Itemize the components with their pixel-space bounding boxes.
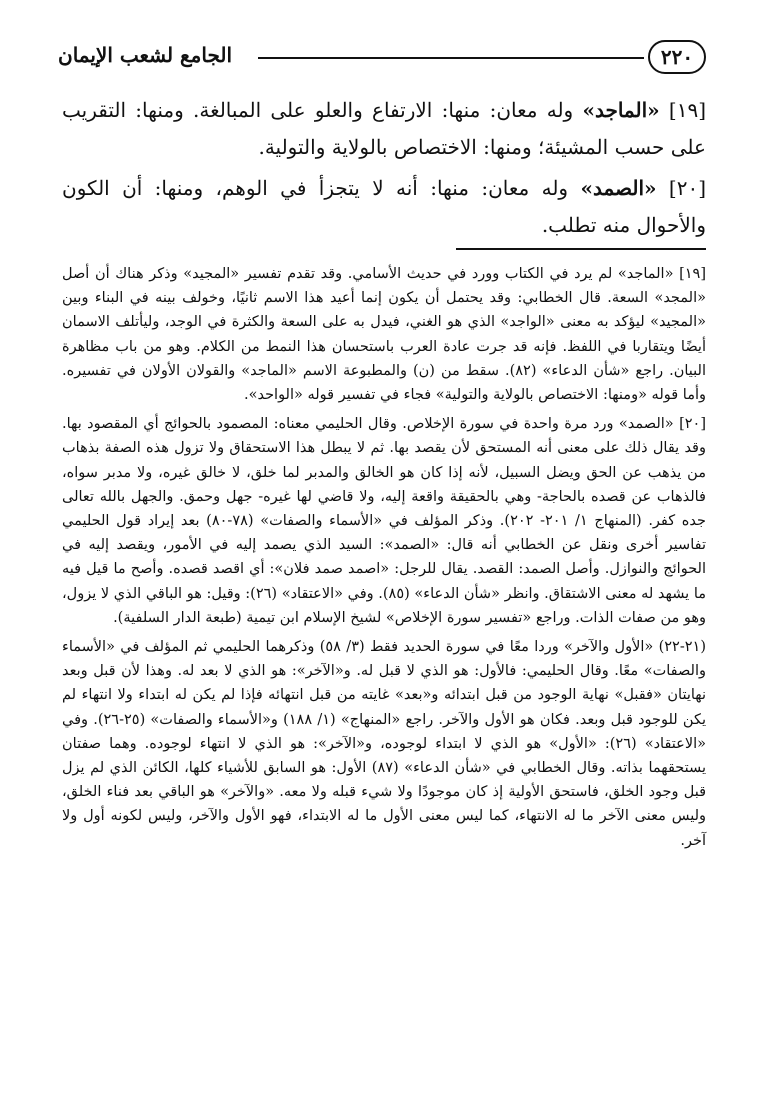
main-paragraph-19 — [62, 92, 706, 166]
footnote-number-20: [٢٠] — [679, 416, 706, 433]
footnote-text-19: «الماجد» لم يرد في الكتاب وورد في حديث الأسامي. وقد تقدم تفسير «المجيد» وذكر هناك أن أصل «المجد» السعة. قال الخطابي: وقد يحتمل أن يكون إنما أعيد هذا الاسم ثانيًا، وخولف بينه في البناء وبين «المجيد» ليؤكد به معنى «الواجد» الذي هو الغني، فيدل به على السعة والكثرة في الوجد، وليأتلف الاسمان أيضًا ويتقاربا في اللفظ. فإنه قد جرت عادة العرب باستحسان هذا النمط من الكلام. وهو من باب مظاهرة البيان. راجع «شأن الدعاء» (٨٢). سقط من (ن) والمطبوعة الاسم «الماجد» والقولان الأولان في تفسيره. وأما قوله «ومنها: الاختصاص بالولاية والتولية» فجاء في تفسير قوله «الواحد». — [62, 266, 706, 404]
main-paragraph-20 — [62, 170, 706, 244]
main-text — [62, 92, 706, 248]
main-term-20: «الصمد» — [580, 176, 657, 200]
header-rule — [258, 57, 644, 59]
footnote-number-21-22: (٢١-٢٢) — [658, 639, 706, 656]
footnote-number-19: [١٩] — [679, 266, 706, 282]
main-number-19: [١٩] — [668, 98, 706, 122]
main-text-20: وله معان: منها: أنه لا يتجزأ في الوهم، ومنها: أن الكون والأحوال منه تطلب. — [62, 176, 706, 237]
footnote-21-22 — [62, 635, 706, 853]
page-number: ٢٢٠ — [648, 40, 706, 74]
page-header — [58, 38, 706, 78]
footnotes — [62, 262, 706, 858]
main-term-19: «الماجد» — [582, 98, 660, 122]
footnote-19 — [62, 262, 706, 407]
footnote-text-20: «الصمد» ورد مرة واحدة في سورة الإخلاص. وقال الحليمي معناه: المصمود بالحوائج أي المقصود بها. وقد يقال ذلك على معنى أنه المستحق لأن يقصد بها. ثم لا يبطل هذا الاستحقاق ولا تزول هذه الصفة بذهاب من يذهب عن الحق ويضل السبيل، لأنه إذا كان هو الخالق والمدبر لما خلق، لا خالق غيره، ولا مدبر سواه، فالذهاب عن قصده بالحاجة- وهي بالحقيقة واقعة إليه، ولا قاضي لها غيره- جهل وحمق. والجهل بالله تعالى جده كفر. (المنهاج ١/ ٢٠١- ٢٠٢). وذكر المؤلف في «الأسماء والصفات» (٧٨-٨٠) بعد إيراد قول الحليمي تفاسير أخرى ونقل عن الخطابي أنه قال: «الصمد»: السيد الذي يصمد إليه في الأمور، ويقصد إليه في الحوائج والنوازل. وأصل الصمد: القصد. يقال للرجل: «اصمد صمد فلان»: أي اقصد قصده. وأصح ما قيل فيه ما يشهد له معنى الاشتقاق. وانظر «شأن الدعاء» (٨٥). وفي «الاعتقاد» (٢٦): وقيل: هو الباقي الذي لا يزول، وهو من صفات الذات. وراجع «تفسير سورة الإخلاص» لشيخ الإسلام ابن تيمية (طبعة الدار السلفية). — [62, 416, 706, 626]
main-text-19: وله معان: منها: الارتفاع والعلو على المبالغة. ومنها: التقريب على حسب المشيئة؛ ومنها: الاختصاص بالولاية والتولية. — [62, 98, 706, 159]
main-number-20: [٢٠] — [668, 176, 707, 200]
footnote-text-21-22: «الأول والآخر» وردا معًا في سورة الحديد فقط (٣/ ٥٨) وذكرهما الحليمي ثم المؤلف في «الأسماء والصفات» معًا. وقال الحليمي: فالأول: هو الذي لا قبل له. و«الآخر»: هو الذي لا بعد له. وهذا لأن قبل وبعد نهايتان «فقبل» نهاية الوجود من قبل ابتدائه و«بعد» غايته من قبل انتهائه فإذا لم يكن له ابتداء ولا انتهاء لم يكن للوجود قبل وبعد. فكان هو الأول والآخر. راجع «المنهاج» (١/ ١٨٨) و«الأسماء والصفات» (٢٥-٢٦). وفي «الاعتقاد» (٢٦): «الأول» هو الذي لا ابتداء لوجوده، و«الآخر»: هو الذي لا انتهاء لوجوده. وهما صفتان يستحقهما بذاته. وقال الخطابي في «شأن الدعاء» (٨٧) الأول: هو السابق للأشياء كلها، الكائن الذي لم يزل قبل وجود الخلق، فاستحق الأولية إذ كان موجودًا ولا شيء قبله ولا معه. «والآخر» هو الباقي بعد فناء الخلق، وليس معنى الآخر ما له الانتهاء، كما ليس معنى الأول ما له الابتداء، فهو الأول والآخر، وليس لكونه أول ولا آخر. — [62, 639, 707, 849]
book-title: الجامع لشعب الإيمان — [58, 43, 233, 67]
footnote-20 — [62, 412, 706, 630]
footnote-separator — [456, 248, 706, 250]
